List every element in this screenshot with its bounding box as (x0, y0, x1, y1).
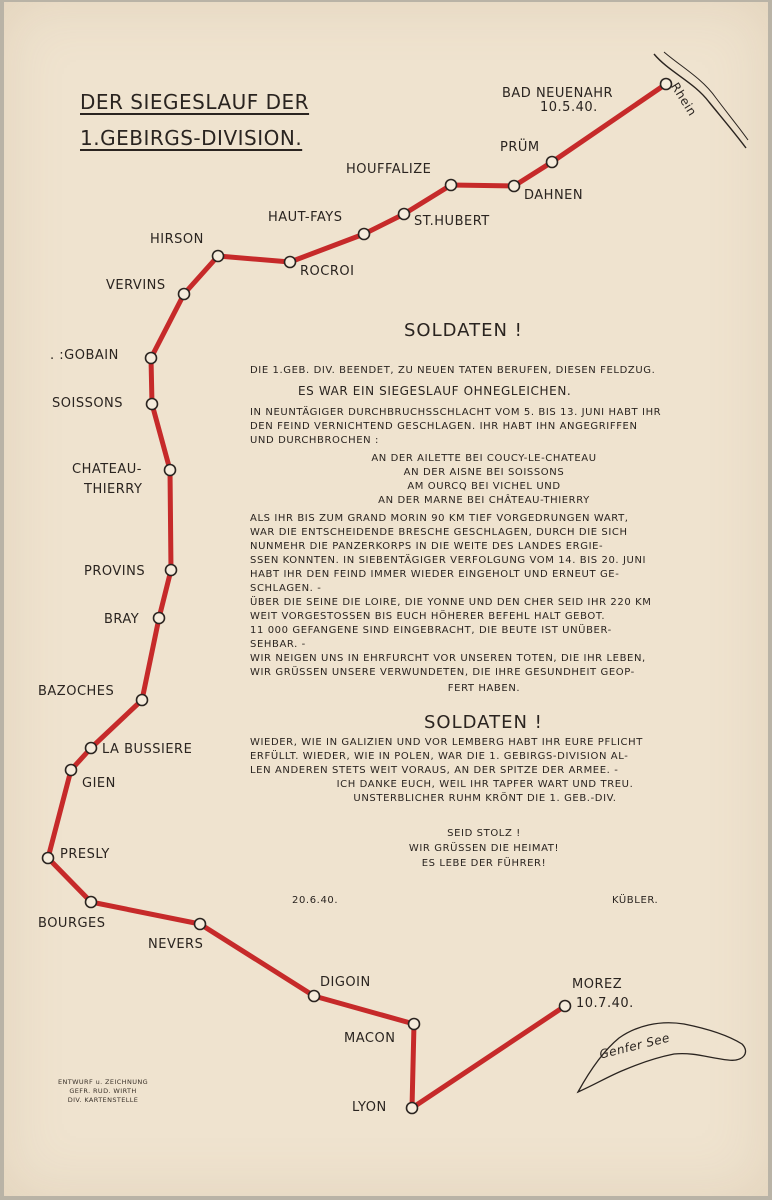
text-line: SEID STOLZ ! (447, 828, 521, 839)
place-label-rocroi: ROCROI (300, 264, 355, 279)
place-label-bourges: BOURGES (38, 916, 106, 931)
route-stop-marker (359, 229, 370, 240)
text-line: ICH DANKE EUCH, WEIL IHR TAPFER WART UND TREU. (336, 779, 634, 790)
map-title-line2: 1.GEBIRGS-DIVISION. (80, 126, 303, 150)
route-stop-marker (86, 897, 97, 908)
route-stop-marker (137, 695, 148, 706)
lake-label: Genfer See (598, 1030, 672, 1062)
place-label-bad-neuenahr: BAD NEUENAHR (502, 86, 614, 101)
text-line: SEHBAR. - (250, 639, 306, 650)
route-stop-marker (43, 853, 54, 864)
place-label-provins: PROVINS (84, 564, 146, 579)
place-label-lyon: LYON (352, 1100, 387, 1115)
place-label-bazoches: BAZOCHES (38, 684, 115, 699)
proclamation-date: 20.6.40. (292, 895, 339, 906)
credit-line: DIV. KARTENSTELLE (67, 1096, 139, 1104)
place-label-morez: MOREZ (572, 977, 623, 992)
text-line: AN DER AISNE BEI SOISSONS (403, 467, 565, 478)
route-stop-marker (399, 209, 410, 220)
place-label-thierry: THIERRY (84, 482, 143, 497)
text-line: AN DER MARNE BEI CHÂTEAU-THIERRY (378, 495, 590, 506)
place-label-haut-fays: HAUT-FAYS (268, 210, 343, 225)
place-label-soissons: SOISSONS (52, 396, 124, 411)
text-line: WIR GRÜSSEN DIE HEIMAT! (408, 843, 560, 854)
proclamation-p5 (250, 512, 651, 680)
text-line: WAR DIE ENTSCHEIDENDE BRESCHE GESCHLAGEN, DURCH DIE SICH (250, 527, 628, 538)
route-stop-marker (86, 743, 97, 754)
route-stop-marker (407, 1103, 418, 1114)
map-credit (48, 1078, 158, 1105)
text-line: UNSTERBLICHER RUHM KRÖNT DIE 1. GEB.-DIV. (353, 793, 617, 804)
route-stop-marker (179, 289, 190, 300)
route-stop-marker (165, 465, 176, 476)
place-label-prum: PRÜM (500, 140, 540, 155)
place-label-st-gobain: . :GOBAIN (50, 348, 119, 363)
route-stop-marker (154, 613, 165, 624)
place-label-digoin: DIGOIN (320, 975, 371, 990)
place-label-bray: BRAY (104, 612, 140, 627)
place-label-presly: PRESLY (60, 847, 110, 862)
text-line: WIR GRÜSSEN UNSERE VERWUNDETEN, DIE IHRE GESUNDHEIT GEOP- (250, 667, 635, 678)
route-stop-marker (166, 565, 177, 576)
place-label-gien: GIEN (82, 776, 116, 791)
rhine-river-icon (654, 54, 746, 148)
proclamation-p2: ES WAR EIN SIEGESLAUF OHNEGLEICHEN. (298, 384, 572, 398)
place-label-macon: MACON (344, 1031, 396, 1046)
text-line: HABT IHR DEN FEIND IMMER WIEDER EINGEHOLT UND ERNEUT GE- (250, 569, 620, 580)
route-stop-marker (213, 251, 224, 262)
text-line: ALS IHR BIS ZUM GRAND MORIN 90 KM TIEF VORGEDRUNGEN WART, (250, 513, 629, 524)
route-stop-marker (547, 157, 558, 168)
text-line: DEN FEIND VERNICHTEND GESCHLAGEN. IHR HABT IHN ANGEGRIFFEN (250, 421, 638, 432)
route-stop-marker (446, 180, 457, 191)
proclamation-p3 (250, 406, 661, 448)
proclamation-p4 (334, 452, 634, 508)
text-line: ÜBER DIE SEINE DIE LOIRE, DIE YONNE UND DEN CHER SEID IHR 220 KM (250, 597, 652, 608)
text-line: IN NEUNTÄGIGER DURCHBRUCHSSCHLACHT VOM 5. BIS 13. JUNI HABT IHR (250, 407, 662, 418)
proclamation-p5-last: FERT HABEN. (447, 683, 521, 694)
text-line: ES LEBE DER FÜHRER! (421, 858, 547, 869)
route-stop-marker (560, 1001, 571, 1012)
route-stop-marker (147, 399, 158, 410)
proclamation-heading-1: SOLDATEN ! (404, 320, 523, 341)
place-label-st-hubert: ST.HUBERT (414, 214, 490, 229)
text-line: ERFÜLLT. WIEDER, WIE IN POLEN, WAR DIE 1. GEBIRGS-DIVISION AL- (250, 751, 629, 762)
proclamation-p7 (300, 778, 670, 806)
route-stop-marker (146, 353, 157, 364)
route-stop-marker (509, 181, 520, 192)
text-line: AM OURCQ BEI VICHEL UND (407, 481, 561, 492)
text-line: 11 000 GEFANGENE SIND EINGEBRACHT, DIE BEUTE IST UNÜBER- (250, 625, 612, 636)
place-label-hirson: HIRSON (150, 232, 204, 247)
map-title-line1: DER SIEGESLAUF DER (80, 90, 310, 114)
route-stop-marker (285, 257, 296, 268)
route-stop-marker (195, 919, 206, 930)
place-label-dahnen: DAHNEN (524, 188, 584, 203)
text-line: NUNMEHR DIE PANZERKORPS IN DIE WEITE DES LANDES ERGIE- (250, 541, 604, 552)
text-line: SCHLAGEN. - (250, 583, 322, 594)
place-date-morez: 10.7.40. (576, 996, 634, 1011)
text-line: UND DURCHBROCHEN : (250, 435, 379, 446)
place-label-nevers: NEVERS (148, 937, 204, 952)
text-line: WIEDER, WIE IN GALIZIEN UND VOR LEMBERG HABT IHR EURE PFLICHT (250, 737, 643, 748)
place-label-vervins: VERVINS (106, 278, 166, 293)
proclamation-heading-2: SOLDATEN ! (424, 712, 543, 733)
route-stop-marker (309, 991, 320, 1002)
credit-line: GEFR. RUD. WIRTH (69, 1087, 137, 1095)
proclamation-signature: KÜBLER. (612, 895, 659, 906)
proclamation-p1: DIE 1.GEB. DIV. BEENDET, ZU NEUEN TATEN BERUFEN, DIESEN FELDZUG. (250, 365, 656, 376)
proclamation-p6 (250, 736, 643, 778)
text-line: WIR NEIGEN UNS IN EHRFURCHT VOR UNSEREN TOTEN, DIE IHR LEBEN, (250, 653, 646, 664)
text-line: SSEN KONNTEN. IN SIEBENTÄGIGER VERFOLGUNG VOM 14. BIS 20. JUNI (250, 555, 647, 566)
text-line: LEN ANDEREN STETS WEIT VORAUS, AN DER SPITZE DER ARMEE. - (250, 765, 619, 776)
place-label-houffalize: HOUFFALIZE (346, 162, 432, 177)
place-label-la-bussiere: LA BUSSIERE (102, 742, 193, 757)
text-line: AN DER AILETTE BEI COUCY-LE-CHATEAU (371, 453, 597, 464)
proclamation-p8 (354, 826, 614, 871)
route-stop-marker (409, 1019, 420, 1030)
route-stop-marker (66, 765, 77, 776)
postcard (4, 2, 768, 1196)
place-label-chateau: CHATEAU- (72, 462, 142, 477)
credit-line: ENTWURF u. ZEICHNUNG (57, 1078, 149, 1086)
rhine-label: Rhein (668, 80, 700, 119)
place-date-bad-neuenahr: 10.5.40. (540, 100, 598, 115)
text-line: WEIT VORGESTOSSEN BIS EUCH HÖHERER BEFEHL HALT GEBOT. (250, 611, 606, 622)
